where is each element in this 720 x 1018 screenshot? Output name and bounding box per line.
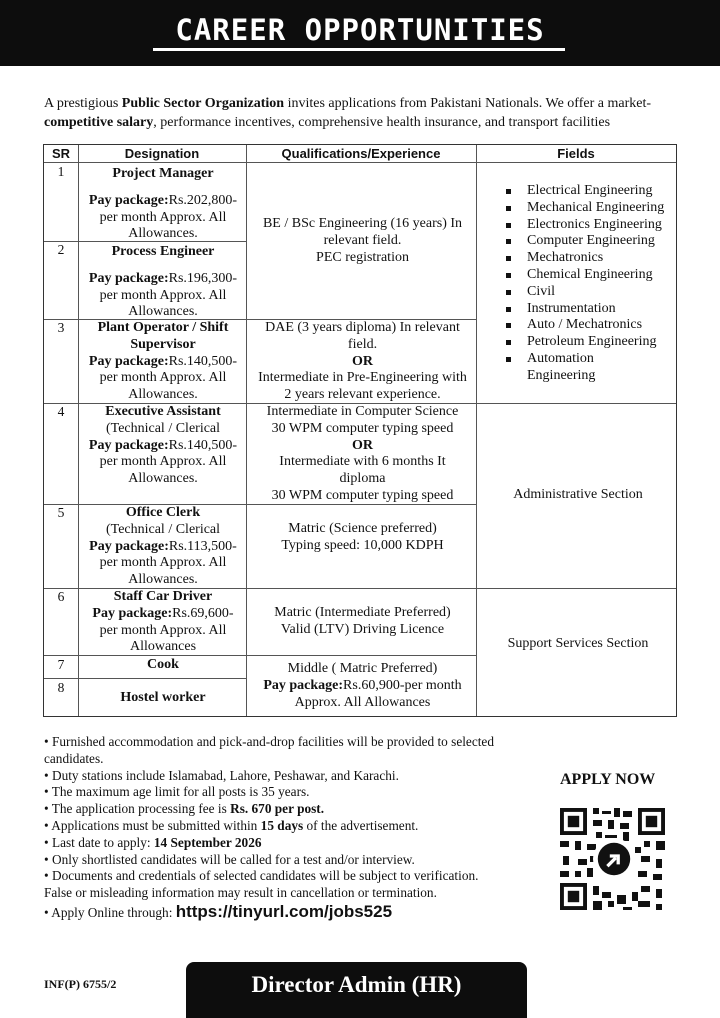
designation-subtitle: (Technical / Clerical [105,521,221,537]
field-label: Auto / Mechatronics [527,317,643,333]
designation-title: Hostel worker [120,690,206,705]
designation-title: Executive Assistant [105,404,221,419]
note-item: candidates. [44,750,104,766]
designation-title: Project Manager [112,166,214,181]
pay-value: per month Approx. All [99,454,227,470]
qr-code-icon[interactable] [557,805,668,913]
qualification-or: OR [352,437,373,453]
pay-label: Pay package: [88,437,169,453]
qualification-line: 2 years relevant experience. [284,387,441,403]
bullet-icon [506,223,511,228]
field-label: Engineering [527,367,596,383]
list-item [506,200,681,217]
pay-value: Rs.140,500- [168,437,238,453]
qualification-line: DAE (3 years diploma) In relevant [265,320,460,335]
note-text: of the advertisement. [303,817,419,833]
pay-value: Allowances. [128,226,198,242]
signatory-label: Director Admin (HR) [251,972,462,997]
note-item [44,901,554,922]
table-divider [246,145,247,716]
note-item: • Only shortlisted candidates will be called for a test and/or interview. [44,851,415,867]
designation-cell [80,657,246,674]
bullet-icon [506,357,511,362]
pay-value: Allowances. [128,304,198,320]
note-text: • The application processing fee is [44,801,231,817]
processing-fee: Rs. 670 per post. [230,801,325,817]
apply-link[interactable]: https://tinyurl.com/jobs525 [175,901,393,921]
table-divider [476,145,477,716]
intro-text: invites applications from Pakistani Nationals. We offer a market- [284,96,652,111]
qualification-cell [249,216,476,266]
note-item [44,801,554,818]
notes-list [44,734,554,922]
header-designation: Designation [124,146,200,161]
qualification-line: Valid (LTV) Driving Licence [280,621,445,637]
list-item [506,317,681,334]
header-qualifications: Qualifications/Experience [281,146,441,161]
field-support: Support Services Section [507,636,649,651]
header-sr: SR [51,146,71,161]
designation-cell [80,690,246,707]
designation-title: Process Engineer [111,244,215,259]
list-item [506,284,681,301]
qualification-line: PEC registration [316,249,409,265]
row-sr: 8 [57,680,65,695]
row-sr: 5 [57,505,65,520]
note-item: • The maximum age limit for all posts is 35 years. [44,784,310,800]
intro-text: A prestigious [44,96,122,111]
note-item [44,835,554,852]
row-sr: 3 [57,320,65,335]
pay-label: Pay package: [263,677,344,693]
bullet-icon [506,206,511,211]
pay-value: Rs.202,800- [168,192,238,208]
note-item: False or misleading information may result in cancellation or termination. [44,885,437,901]
pay-value: per month Approx. All [99,209,227,225]
spacer [80,261,246,271]
deadline-days: 15 days [260,817,304,833]
list-item [506,267,681,284]
field-label: Automation [527,350,594,366]
apply-now-label: APPLY NOW [560,771,656,788]
qualification-line: Intermediate in Computer Science [266,404,459,419]
note-item: • Documents and credentials of selected candidates will be subject to verification. [44,868,479,884]
list-item [506,301,681,318]
note-item [44,818,554,835]
title-underline [153,48,565,51]
bullet-icon [506,307,511,312]
pay-value: per month Approx. All [99,555,227,571]
field-label: Mechatronics [527,250,604,266]
row-sr: 4 [57,404,65,419]
designation-cell [80,589,246,656]
bullet-icon [506,323,511,328]
list-item [506,351,681,368]
positions-table [43,144,677,717]
qualification-line: diploma [339,471,386,487]
qualification-line: Intermediate in Pre-Engineering with [258,370,467,386]
field-label: Computer Engineering [527,233,655,249]
bullet-icon [506,189,511,194]
note-item: • Furnished accommodation and pick-and-drop facilities will be provided to selected [44,734,494,749]
intro-text: , performance incentives, comprehensive health insurance, and transport facilities [153,115,611,130]
list-item [506,233,681,250]
pay-value: per month Approx. All [99,370,227,386]
note-text: • Last date to apply: [44,834,154,850]
row-sr: 7 [57,657,65,672]
pay-label: Pay package: [88,270,169,286]
bullet-icon [506,256,511,261]
pay-value: Rs.196,300- [168,270,238,286]
field-admin: Administrative Section [513,487,643,502]
qualification-line: 30 WPM computer typing speed [271,420,454,436]
designation-cell [80,244,246,321]
list-item [506,250,681,267]
field-label: Mechanical Engineering [527,199,665,215]
note-item: • Duty stations include Islamabad, Lahore, Peshawar, and Karachi. [44,767,399,783]
page-title: CAREER OPPORTUNITIES [175,13,545,47]
qualification-or: OR [352,353,373,369]
qualification-line: Matric (Intermediate Preferred) [274,605,451,620]
bullet-icon [506,273,511,278]
signatory-banner [186,962,527,1018]
table-divider [78,145,79,716]
designation-subtitle: (Technical / Clerical [105,420,221,436]
qualification-cell [249,320,476,404]
qualification-line: relevant field. [323,232,402,248]
header-fields: Fields [557,146,595,161]
bullet-icon [506,340,511,345]
qualification-line: Typing speed: 10,000 KDPH [281,537,444,553]
qualification-line: Approx. All Allowances [294,694,431,710]
field-label: Petroleum Engineering [527,334,657,350]
designation-title: Office Clerk [125,505,201,520]
field-label: Instrumentation [527,300,616,316]
pay-value: Allowances. [128,471,198,487]
list-item [506,183,681,200]
designation-title: Plant Operator / Shift [97,320,229,335]
table-divider [44,162,676,163]
designation-title: Staff Car Driver [113,589,213,604]
header-banner [0,0,720,66]
bullet-icon [506,290,511,295]
row-sr: 2 [57,242,65,257]
designation-cell [80,505,246,589]
pay-label: Pay package: [89,538,169,554]
pay-value: per month Approx. All [99,622,227,638]
pay-value: Allowances. [128,387,198,403]
field-label: Civil [527,283,556,299]
pay-value: Rs.140,500- [168,353,238,369]
bullet-icon [506,239,511,244]
pay-value: Allowances. [128,572,198,588]
engineering-fields-list [506,183,681,385]
pay-value: per month Approx. All [99,287,227,303]
row-sr: 6 [57,589,65,604]
qualification-cell [249,605,476,639]
pay-label: Pay package: [92,605,173,621]
last-date: 14 September 2026 [153,834,262,850]
designation-cell [80,166,246,243]
pay-label: Pay package: [88,192,169,208]
pay-value: Rs.69,600- [172,605,234,621]
list-item [506,368,681,385]
designation-cell [80,320,246,404]
list-item [506,334,681,351]
field-label: Electrical Engineering [527,183,653,198]
spacer [80,183,246,193]
list-item [506,217,681,234]
qualification-cell [249,661,476,711]
note-text: • Apply Online through: [44,904,176,920]
reference-number: INF(P) 6755/2 [44,977,117,991]
qualification-line: Matric (Science preferred) [288,521,437,536]
field-label: Electronics Engineering [527,216,662,232]
qualification-cell [249,404,476,505]
qualification-line: Intermediate with 6 months It [279,454,446,470]
intro-paragraph [44,94,680,132]
designation-cell [80,404,246,488]
qualification-line: 30 WPM computer typing speed [271,487,454,503]
pay-value: Allowances [129,639,197,655]
table-divider [44,678,246,679]
intro-org: Public Sector Organization [121,96,285,111]
intro-salary: competitive salary [44,115,154,130]
designation-title: Supervisor [130,336,196,352]
qualification-line: Middle ( Matric Preferred) [287,661,438,676]
qualification-cell [249,521,476,555]
pay-value: Rs.113,500- [168,538,237,554]
qualification-line: field. [347,336,378,352]
qualification-line: BE / BSc Engineering (16 years) In [262,216,463,231]
pay-value: Rs.60,900-per month [343,677,462,693]
designation-title: Cook [147,657,179,672]
row-sr: 1 [57,164,65,179]
pay-label: Pay package: [88,353,169,369]
field-label: Chemical Engineering [527,266,653,282]
note-text: • Applications must be submitted within [44,817,261,833]
